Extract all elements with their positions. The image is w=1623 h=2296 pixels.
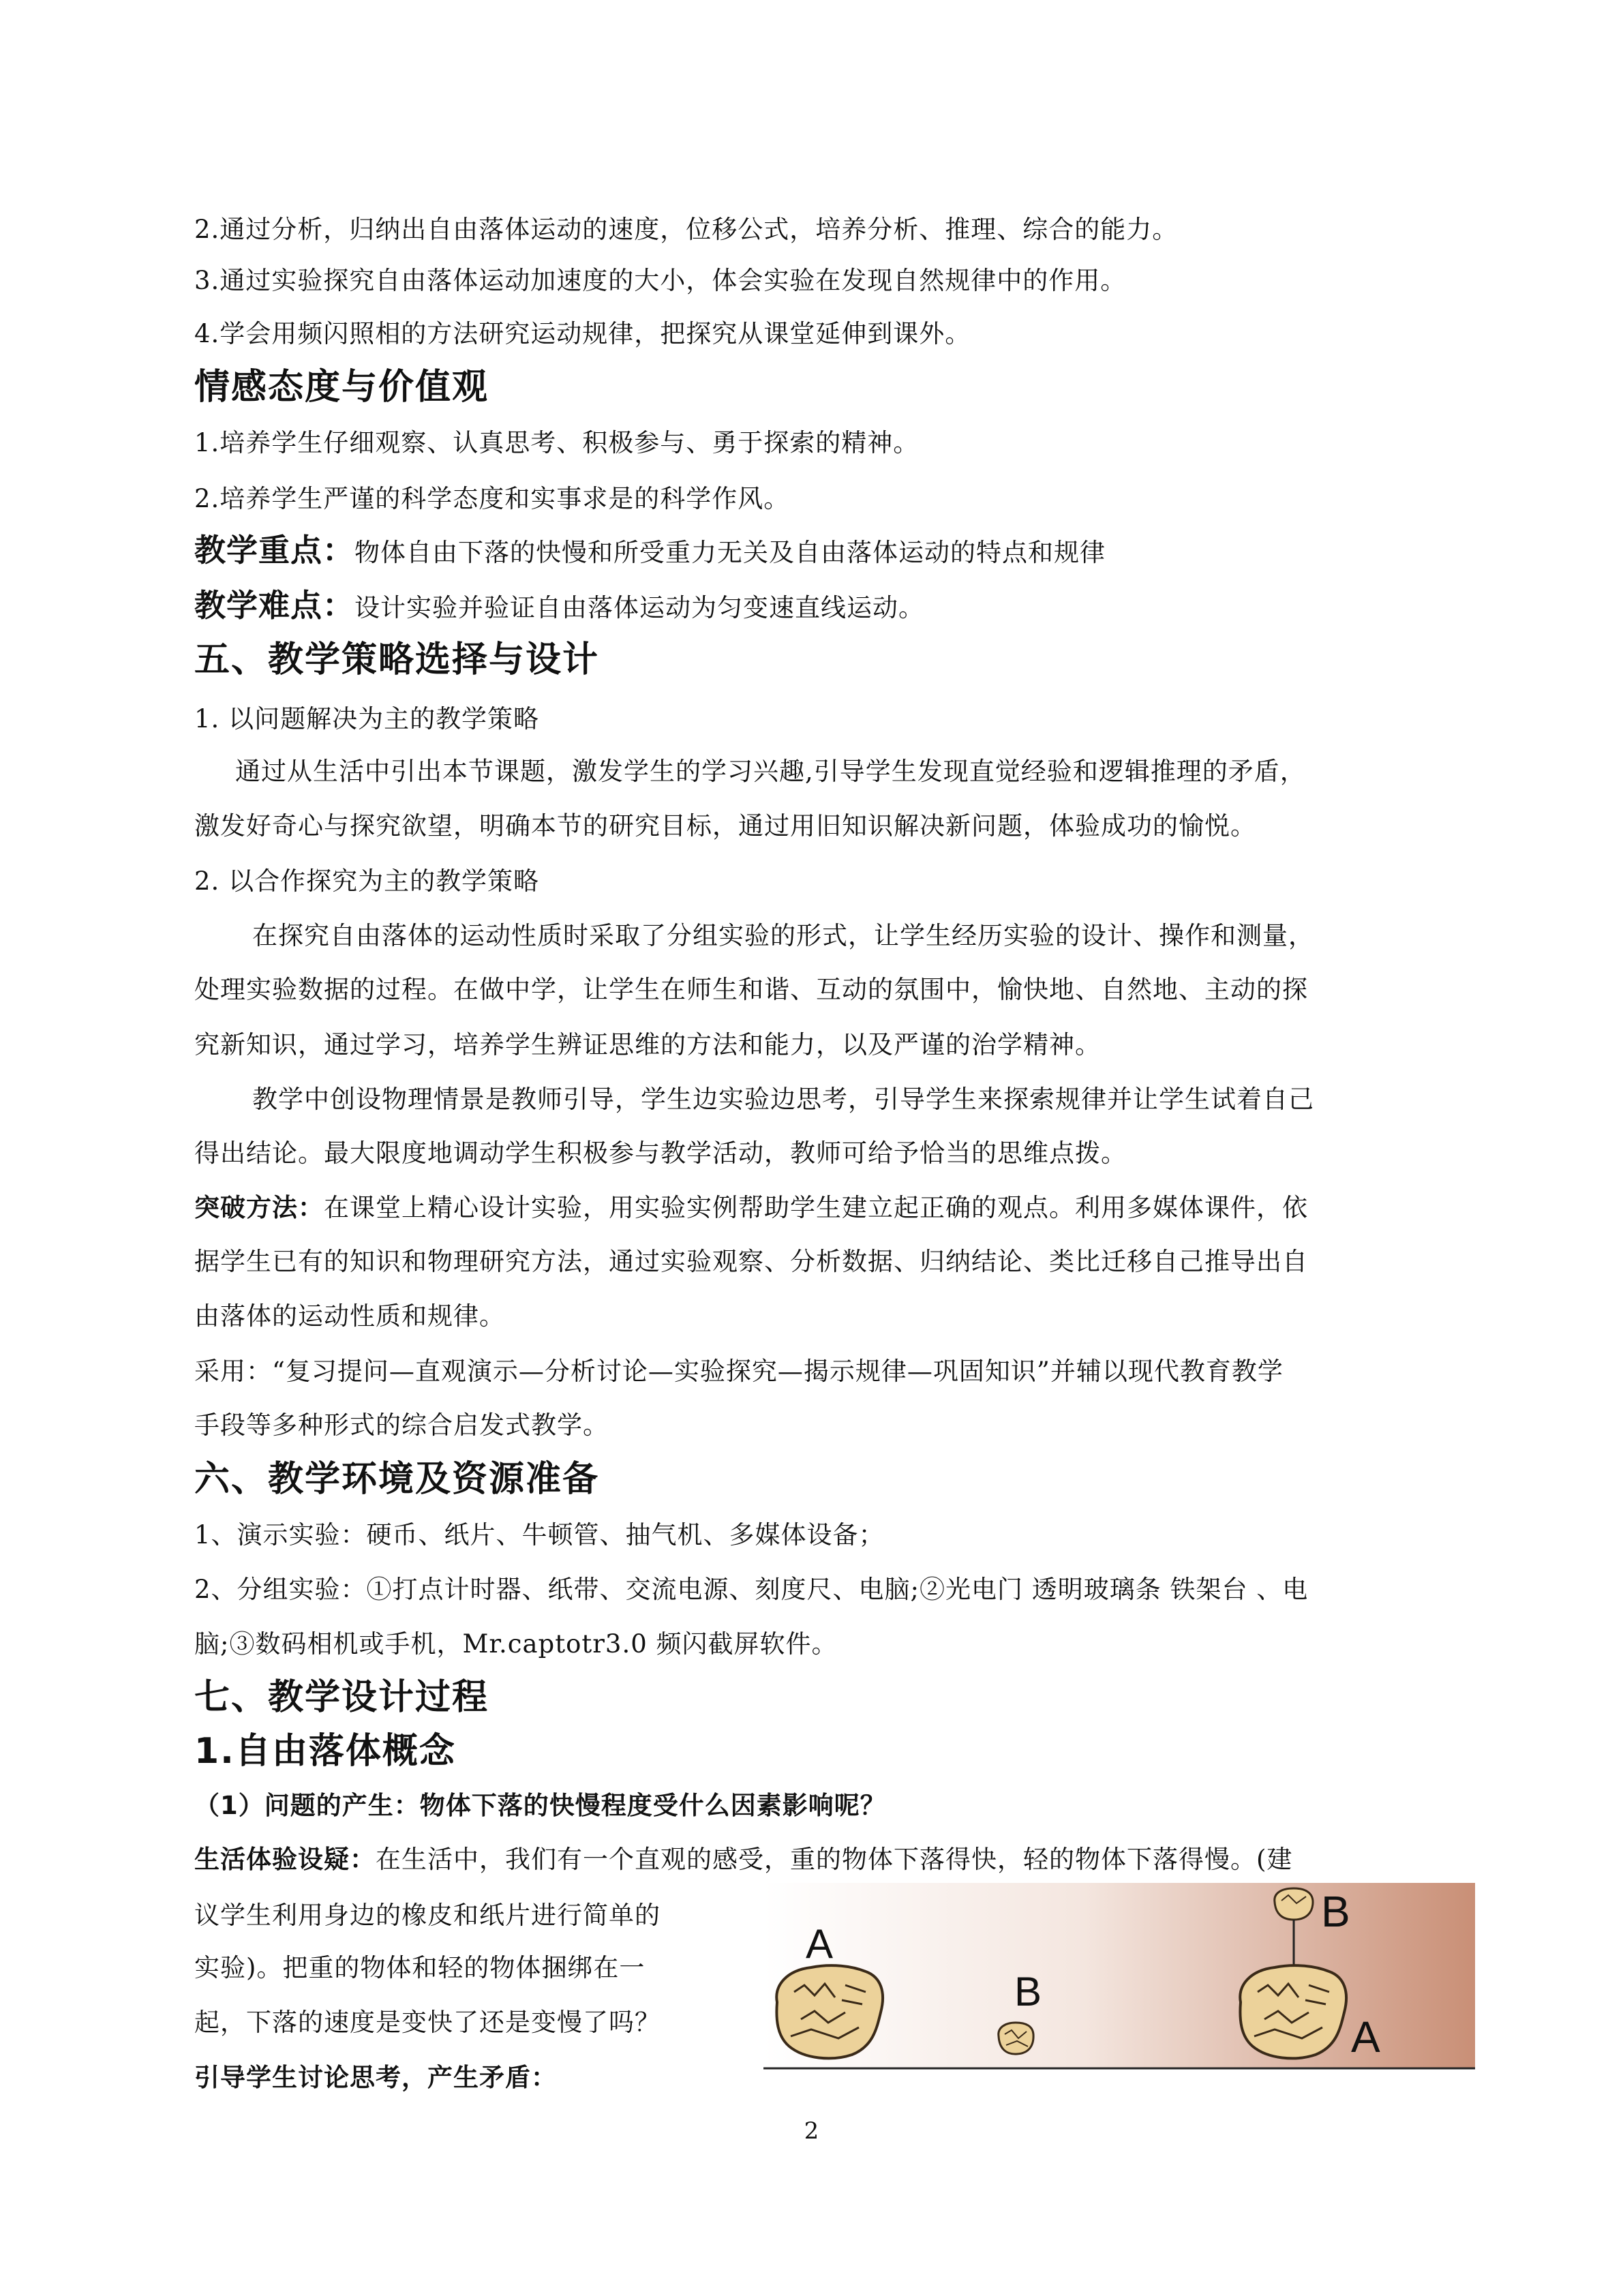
breakthrough-text: 在课堂上精心设计实验，用实验实例帮助学生建立起正确的观点。利用多媒体课件，依: [324, 1193, 1308, 1222]
life-experience-label: 生活体验设疑：: [194, 1845, 376, 1874]
strategy-2-title: 2. 以合作探究为主的教学策略: [194, 866, 540, 896]
life-experience-line3: 实验)。把重的物体和轻的物体捆绑在一: [194, 1953, 646, 1982]
small-stone-b-icon: [999, 2023, 1033, 2054]
resource-1: 1、演示实验：硬币、纸片、牛顿管、抽气机、多媒体设备；: [194, 1520, 885, 1550]
key-points-label: 教学重点：: [194, 532, 354, 569]
key-points: [194, 533, 1106, 570]
emotion-1: 1.培养学生仔细观察、认真思考、积极参与、勇于探索的精神。: [194, 428, 920, 457]
objective-3: 3.通过实验探究自由落体运动加速度的大小，体会实验在发现自然规律中的作用。: [194, 266, 1127, 295]
strategy-2-para-line5: 得出结论。最大限度地调动学生积极参与教学活动，教师可给予恰当的思维点拨。: [194, 1138, 1127, 1168]
objective-4: 4.学会用频闪照相的方法研究运动规律，把探究从课堂延伸到课外。: [194, 319, 971, 348]
page-number: 2: [804, 2117, 819, 2145]
breakthrough-line1: [194, 1191, 1308, 1225]
difficult-points-text: 设计实验并验证自由落体运动为匀变速直线运动。: [354, 593, 924, 622]
label-a-left: A: [806, 1921, 834, 1967]
large-stone-a-icon: [776, 1965, 883, 2058]
question-1: （1）问题的产生：物体下落的快慢程度受什么因素影响呢？: [194, 1791, 886, 1820]
emotion-2: 2.培养学生严谨的科学态度和实事求是的科学作风。: [194, 484, 790, 513]
adopt-line2: 手段等多种形式的综合启发式教学。: [194, 1410, 609, 1440]
heading-section-5: 五、教学策略选择与设计: [194, 639, 600, 680]
strategy-2-para-line4: 教学中创设物理情景是教师引导，学生边实验边思考，引导学生来探索规律并让学生试着自己: [252, 1085, 1314, 1114]
label-b-right: B: [1321, 1887, 1350, 1936]
resource-2-line2: 脑;③数码相机或手机，Mr.captotr3.0 频闪截屏软件。: [194, 1629, 838, 1659]
heading-section-6: 六、教学环境及资源准备: [194, 1459, 600, 1500]
life-experience-line4: 起，下落的速度是变快了还是变慢了吗？: [194, 2008, 661, 2037]
heading-emotion-values: 情感态度与价值观: [194, 367, 489, 408]
strategy-1-para-line2: 激发好奇心与探究欲望，明确本节的研究目标，通过用旧知识解决新问题，体验成功的愉悦。: [194, 811, 1256, 841]
breakthrough-label: 突破方法：: [194, 1193, 324, 1222]
label-a-right: A: [1351, 2012, 1380, 2061]
objective-2: 2.通过分析，归纳出自由落体运动的速度，位移公式，培养分析、推理、综合的能力。: [194, 215, 1179, 244]
life-experience-line2: 议学生利用身边的橡皮和纸片进行简单的: [194, 1901, 661, 1930]
breakthrough-line2: 据学生已有的知识和物理研究方法，通过实验观察、分析数据、归纳结论、类比迁移自己推导出自: [194, 1247, 1308, 1276]
strategy-1-para-line1: 通过从生活中引出本节课题，激发学生的学习兴趣,引导学生发现直觉经验和逻辑推理的矛盾，: [235, 757, 1306, 786]
difficult-points-label: 教学难点：: [194, 587, 354, 624]
strategy-1-title: 1. 以问题解决为主的教学策略: [194, 704, 540, 734]
falling-stones-figure: [763, 1883, 1475, 2072]
strategy-2-para-line2: 处理实验数据的过程。在做中学，让学生在师生和谐、互动的氛围中，愉快地、自然地、主动的探: [194, 975, 1308, 1004]
large-stone-a-right-icon: [1240, 1965, 1346, 2058]
difficult-points: [194, 588, 924, 625]
label-b-middle: B: [1014, 1969, 1042, 2014]
small-stone-b-top-icon: [1275, 1888, 1313, 1920]
resource-2-line1: 2、分组实验：①打点计时器、纸带、交流电源、刻度尺、电脑;②光电门 透明玻璃条 铁架台 、电: [194, 1575, 1309, 1604]
life-experience-line1: [194, 1843, 1292, 1877]
guide-discussion: 引导学生讨论思考，产生矛盾：: [194, 2063, 557, 2092]
strategy-2-para-line1: 在探究自由落体的运动性质时采取了分组实验的形式，让学生经历实验的设计、操作和测量，: [252, 921, 1314, 950]
breakthrough-line3: 由落体的运动性质和规律。: [194, 1301, 505, 1331]
strategy-2-para-line3: 究新知识，通过学习，培养学生辨证思维的方法和能力，以及严谨的治学精神。: [194, 1030, 1101, 1059]
heading-section-7: 七、教学设计过程: [194, 1677, 489, 1718]
heading-free-fall-concept: 1.自由落体概念: [194, 1731, 456, 1772]
life-experience-text: 在生活中，我们有一个直观的感受，重的物体下落得快，轻的物体下落得慢。(建: [376, 1845, 1293, 1874]
key-points-text: 物体自由下落的快慢和所受重力无关及自由落体运动的特点和规律: [354, 538, 1106, 567]
adopt-line1: 采用：“复习提问—直观演示—分析讨论—实验探究—揭示规律—巩固知识”并辅以现代教育教学: [194, 1357, 1284, 1386]
